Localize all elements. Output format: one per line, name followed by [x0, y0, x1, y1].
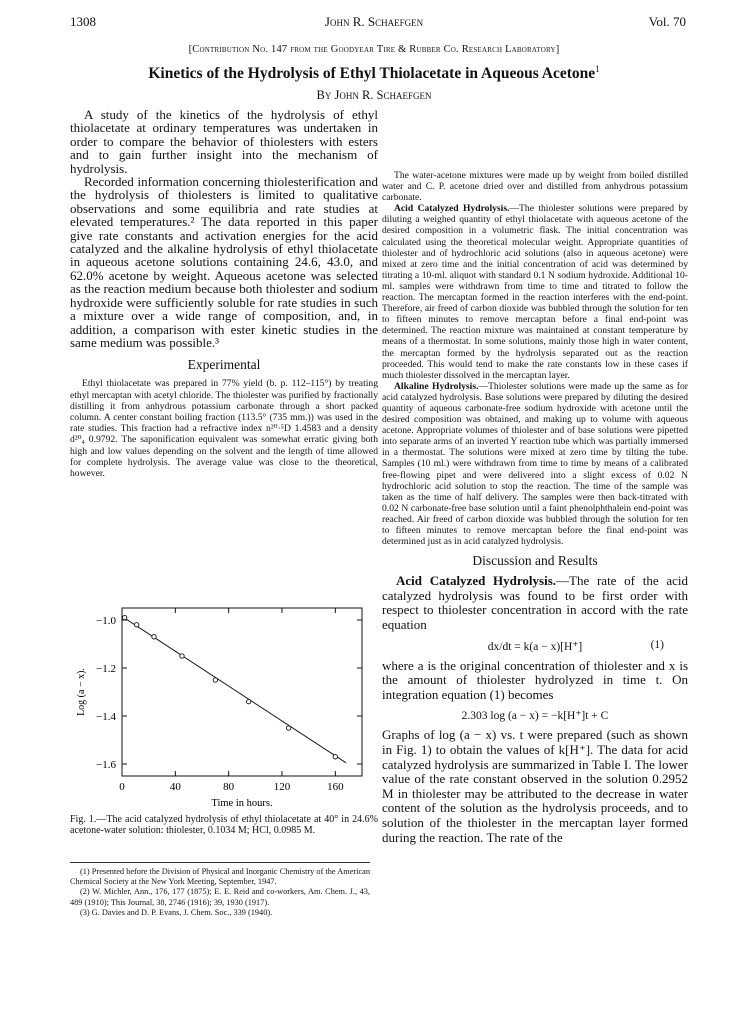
title-footnote-mark: 1: [595, 64, 600, 74]
y-axis-label: Log (a − x).: [76, 668, 87, 716]
equation-1-text: dx/dt = k(a − x)[H⁺]: [487, 640, 583, 653]
data-point: [122, 615, 126, 619]
acid-method-text: —The thiolester solutions were prepared by diluting a weighed quantity of ethyl thiolacetate with aqueous acetone of the desired composition in a volumetric flask. The initial concentration was calculated using the theoretical molecular weight. Appropriate quantities of thiolester and of hydrochloric acid solutions (also in aqueous acetone) were mixed at zero time and the initial concentration of acid was determined by titrating a 10-ml. aliquot with standard 0.1 N sodium hydroxide. Additional 10-ml. samples were withdrawn from time to time and titrated to follow the reaction. The mercaptan formed in the reaction interferes with the end-point. Therefore, air freed of carbon dioxide was bubbled through the solution for ten to fifteen minutes to remove mercaptan before a final end-point was determined. The reaction mixture was maintained at constant temperature by means of a thermostat. In some solutions, mainly those high in water content, the mercaptan formed by the hydrolysis separated out as the reaction proceeded. This would tend to make the rate constants low in these cases if much thiolester dissolved in the mercaptan layer.: [382, 203, 688, 381]
article-title: [0, 64, 748, 83]
contribution-note: [Contribution No. 147 from the Goodyear Tire & Rubber Co. Research Laboratory]: [188, 44, 560, 55]
x-tick-label: 80: [223, 781, 235, 793]
data-point: [246, 699, 250, 703]
left-column: [70, 108, 378, 479]
volume-label: Vol. 70: [648, 14, 686, 29]
discussion-subheading: Acid Catalyzed Hydrolysis.: [396, 573, 557, 589]
equation-1-number: (1): [650, 638, 664, 651]
data-point: [134, 623, 138, 627]
y-tick-label: −1.6: [96, 759, 116, 771]
y-tick-label: −1.2: [96, 663, 116, 675]
discussion-text: —The rate of the acid catalyzed hydrolysis was found to be first order with respect to thiolester concentration in accord with the rate equation: [382, 573, 688, 632]
alkaline-method-text: —Thiolester solutions were made up the same as for acid catalyzed hydrolysis. Base solutions were prepared by diluting the desired quantity of aqueous carbonate-free sodium hydroxide with acetone until the desired composition was obtained, and making up to volume with aqueous acetone. Appropriate volumes of thiolester and of base solutions were pipetted into separate arms of an inverted Y reaction tube which was partially immersed in a thermostat. The solutions were mixed at zero time by tilting the tube. Samples (10 ml.) were withdrawn from time to time by means of a calibrated free-flowing pipet and were delivered into a slight excess of 0.02 N hydrochloric acid solution to stop the reaction. The time of the sample was taken as the time of half delivery. The samples were then back-titrated with 0.02 N carbonate-free base solution until a faint phenolphthalein end-point was reached. Air freed of carbon dioxide was bubbled through the solution for ten to fifteen minutes to remove mercaptan before the final end-point was determined just as in acid catalyzed hydrolysis.: [382, 380, 688, 548]
equation-2: 2.303 log (a − x) = −k[H⁺]t + C: [461, 710, 609, 723]
footnotes: [70, 867, 370, 918]
x-tick-label: 160: [327, 781, 344, 793]
x-tick-label: 120: [273, 781, 291, 793]
data-point: [333, 755, 337, 759]
x-tick-label: 0: [119, 781, 125, 793]
footnote: (2) W. Michler, Ann., 176, 177 (1875); E. E. Reid and co-workers, Am. Chem. J., 43, 489 (1910); This Journal, 38, 2746 (1916); 39, 1930 (1917).: [70, 887, 370, 907]
page-number: 1308: [70, 14, 96, 29]
discussion-paragraph: where a is the original concentration of thiolester and x is the amount of thiolester hydrolyzed in time t. On integration equation (1) becomes: [382, 657, 688, 702]
data-point: [213, 678, 217, 682]
footnote: (1) Presented before the Division of Physical and Inorganic Chemistry of the American Chemical Society at the New York Meeting, September, 1947.: [70, 867, 370, 887]
methods-paragraph: The water-acetone mixtures were made up by weight from boiled distilled water and C. P. acetone dried over and distilled from anhydrous potassium carbonate.: [382, 170, 688, 204]
title-text: Kinetics of the Hydrolysis of Ethyl Thiolacetate in Aqueous Acetone: [148, 65, 596, 83]
equation-1: [382, 639, 688, 653]
alkaline-method-heading: Alkaline Hydrolysis.: [394, 380, 479, 392]
acid-method-heading: Acid Catalyzed Hydrolysis.: [394, 203, 510, 215]
experimental-section: [70, 378, 378, 479]
discussion-paragraph: [382, 574, 688, 632]
y-tick-label: −1.4: [96, 711, 116, 723]
introduction: [70, 108, 378, 349]
data-point: [180, 654, 184, 658]
experimental-heading: Experimental: [187, 357, 261, 373]
byline: By John R. Schaefgen: [316, 88, 432, 102]
intro-paragraph: A study of the kinetics of the hydrolysis of ethyl thiolacetate at ordinary temperatures was undertaken in order to compare the behavior of thiolesters with esters and to gain further insight into the mechanism of hydrolysis.: [70, 107, 378, 176]
data-point: [152, 635, 156, 639]
discussion-heading: Discussion and Results: [472, 553, 598, 569]
figure-1-chart: [70, 600, 378, 810]
figure-caption: Fig. 1.—The acid catalyzed hydrolysis of ethyl thiolacetate at 40° in 24.6% acetone-water solution: thiolester, 0.1034 M; HCl, 0.0985 M.: [70, 814, 378, 837]
x-tick-label: 40: [169, 781, 181, 793]
footnote: (3) G. Davies and D. P. Evans, J. Chem. Soc., 339 (1940).: [80, 907, 273, 917]
experimental-paragraph: Ethyl thiolacetate was prepared in 77% yield (b. p. 112–115°) by treating ethyl mercaptan with acetyl chloride. The thiolester was purified by fractionally distilling it from anhydrous potassium carbonate through a short packed column. A center constant boiling fraction (113.5° (735 mm.)) was used in the rate studies. This fraction had a refractive index n²⁰·⁵D 1.4583 and a density d²⁰₄ 0.9792. The saponification equivalent was somewhat erratic giving both high and low values depending on the solvent and the length of time allowed for complete hydrolysis. The average value was close to the theoretical, however.: [70, 378, 378, 479]
acid-method-paragraph: [382, 203, 688, 381]
intro-paragraph: Recorded information concerning thiolesterification and the hydrolysis of thiolesters is limited to qualitative observations and some equilibria and rate studies at elevated temperatures.² The data reported in this paper give rate constants and activation energies for the acid catalyzed and the alkaline hydrolysis of ethyl thiolacetate in aqueous acetone solutions containing 24.6, 43.0, and 62.0% acetone by weight. Aqueous acetone was selected as the reaction medium because both thiolester and sodium hydroxide were sufficiently soluble for rate studies in such a mixture over a wide range of composition, and, in addition, a comparison with ester kinetic studies in the same medium was possible.³: [70, 174, 378, 350]
x-axis-label: Time in hours.: [211, 798, 273, 809]
right-column: [382, 170, 688, 845]
plot-frame: [122, 608, 362, 776]
footnote-rule: [70, 862, 370, 863]
data-point: [286, 726, 290, 730]
alkaline-method-paragraph: [382, 381, 688, 547]
y-tick-label: −1.0: [96, 615, 116, 627]
discussion-paragraph: Graphs of log (a − x) vs. t were prepared (such as shown in Fig. 1) to obtain the values of k[H⁺]. The data for acid catalyzed hydrolysis are summarized in Table I. The lower value of the rate constant observed in the solution 0.2952 M in thiolester may be attributed to the decrease in water content of the solution as the hydrolysis proceeds, and to solution of the thiolester in the mercaptan layer formed during the reaction. The rate of the: [382, 727, 688, 845]
running-author: John R. Schaefgen: [324, 14, 424, 29]
discussion-section: [382, 574, 688, 845]
methods-text: [382, 170, 688, 547]
